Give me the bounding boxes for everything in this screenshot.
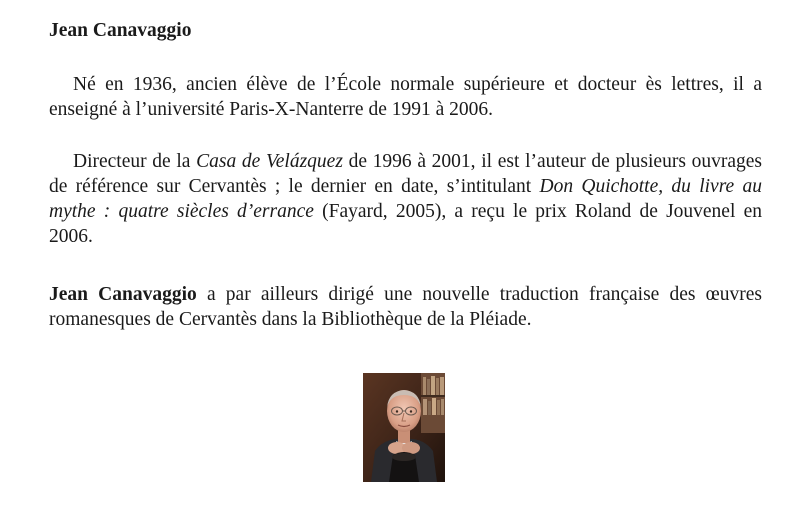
paragraph-2-text-2: de 1996 à 2001, il est l’auteur de plusieurs ouvrages de référence sur Cervantès ; le dernier en date, s’intitulant — [49, 151, 762, 197]
paragraph-2-text-3: (Fayard, 2005), a reçu le prix Roland de Jouvenel en 2006. — [49, 201, 762, 247]
author-name-heading: Jean Canavaggio — [49, 20, 192, 41]
bio-paragraph-3 — [49, 282, 762, 332]
book-title: Don Quichotte, du livre au mythe : quatre siècles d’errance — [49, 176, 762, 222]
paragraph-2-text-1: Directeur de la — [73, 151, 197, 172]
bio-paragraph-2 — [49, 149, 762, 249]
bio-paragraph-1: Né en 1936, ancien élève de l’École normale supérieure et docteur ès lettres, il a enseigné à l’université Paris-X-Nanterre de 1991 à 2006. — [49, 74, 762, 120]
author-portrait — [363, 373, 445, 482]
author-name-inline: Jean Canavaggio — [49, 284, 197, 305]
paragraph-3-text: a par ailleurs dirigé une nouvelle traduction française des œuvres romanesques de Cervantès dans la Bibliothèque de la Pléiade. — [49, 284, 762, 330]
casa-de-velazquez-title: Casa de Velázquez — [196, 151, 343, 172]
